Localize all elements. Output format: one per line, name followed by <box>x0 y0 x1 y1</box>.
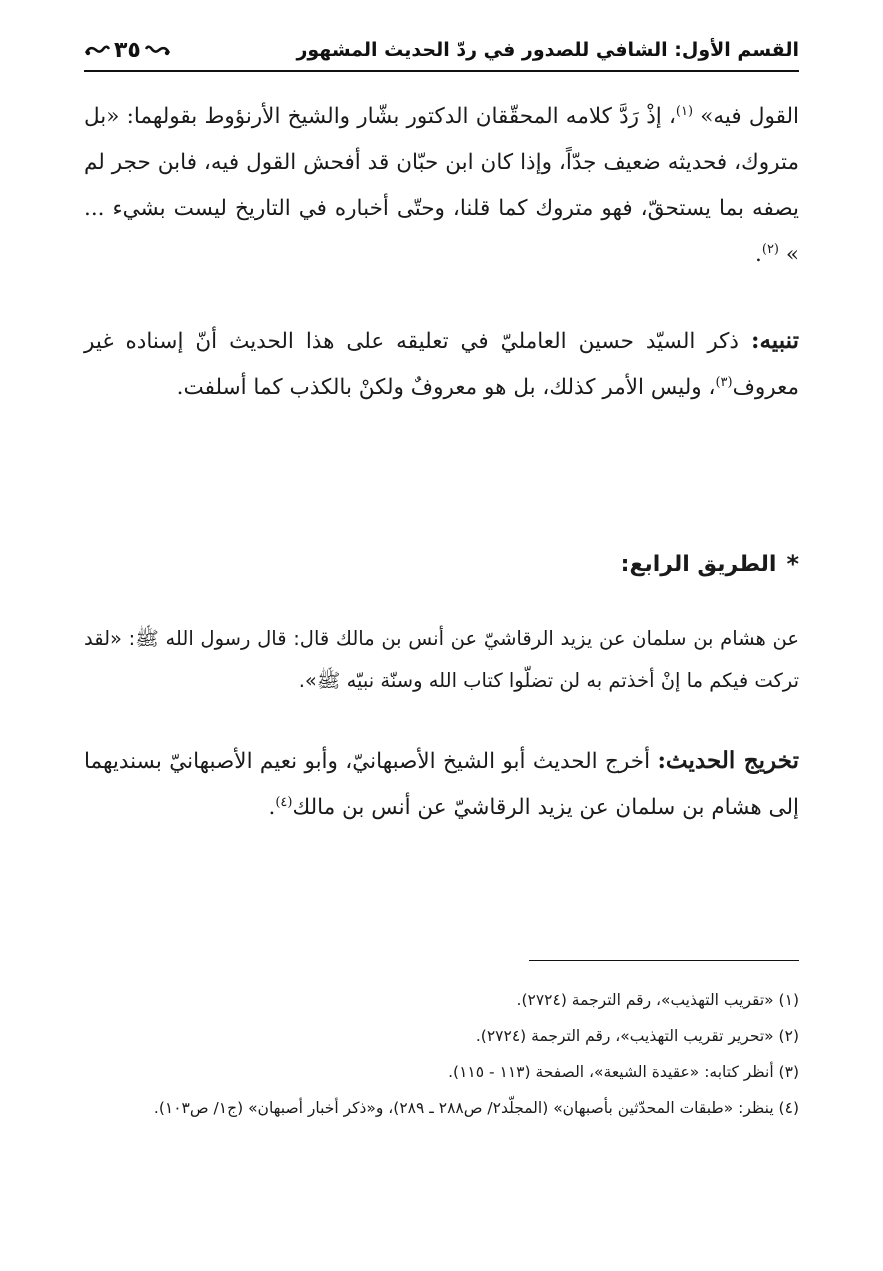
page-number: ٣٥ <box>114 37 141 63</box>
header-title: القسم الأول: الشافي للصدور في ردّ الحديث المشهور <box>296 39 799 61</box>
takhrij-text: أخرج الحديث أبو الشيخ الأصبهانيّ، وأبو نعيم الأصبهانيّ بسنديهما إلى هشام بن سلمان عن يزيد الرقاشيّ عن أنس بن مالك <box>84 749 799 820</box>
hadith-text: عن هشام بن سلمان عن يزيد الرقاشيّ عن أنس بن مالك قال: قال رسول الله ﷺ: «لقد تركت فيكم ما إنْ أخذتم به لن تضلّوا كتاب الله وسنّة نبيّه ﷺ». <box>84 627 799 692</box>
footnote-4: (٤) ينظر: «طبقات المحدّثين بأصبهان» (المجلّد٢/ ص٢٨٨ ـ ٢٨٩)، و«ذكر أخبار أصبهان» (ج١/ ص١٠٣). <box>153 1099 799 1117</box>
section-heading <box>621 550 799 578</box>
section-heading-text: الطريق الرابع: <box>620 551 777 577</box>
note-text-a: ذكر السيّد حسين العامليّ في تعليقه على هذا الحديث أنّ إسناده غير معروف <box>84 329 799 400</box>
note-text-b: ، وليس الأمر كذلك، بل هو معروفٌ ولكنْ بالكذب كما أسلفت. <box>176 375 716 400</box>
footnote-ref-4: (٤) <box>275 794 293 810</box>
paragraph-1-end: . <box>755 242 762 267</box>
paragraph-3-hadith <box>84 618 799 702</box>
footnote-ref-1: (١) <box>675 103 694 119</box>
takhrij-end: . <box>268 795 276 820</box>
running-header <box>84 30 799 72</box>
footnote-2: (٢) «تحرير تقريب التهذيب»، رقم الترجمة (٢٧٢٤). <box>475 1027 799 1045</box>
paragraph-4-takhrij <box>84 738 799 831</box>
paragraph-1 <box>84 94 799 278</box>
paragraph-2-note <box>84 318 799 411</box>
left-ornament-icon <box>84 43 110 57</box>
right-ornament-icon <box>145 43 171 57</box>
takhrij-label: تخريج الحديث: <box>657 747 799 774</box>
footnote-divider <box>529 960 799 961</box>
paragraph-1-continuation: ، إذْ رَدَّ كلامه المحقّقان الدكتور بشّار والشيخ الأرنؤوط بقولهما: <box>126 104 676 129</box>
footnote-3: (٣) أنظر كتابه: «عقيدة الشيعة»، الصفحة (١١٣ - ١١٥). <box>448 1063 799 1081</box>
footnote-ref-2: (٢) <box>761 241 779 257</box>
note-label: تنبيه: <box>750 327 799 354</box>
footnotes <box>84 982 799 1126</box>
page-number-group <box>84 38 171 63</box>
footnote-ref-3: (٣) <box>715 374 733 390</box>
footnote-1: (١) «تقريب التهذيب»، رقم الترجمة (٢٧٢٤). <box>516 991 799 1009</box>
paragraph-1-opening: القول فيه» <box>700 104 799 129</box>
paragraph-1-quote: «بل متروك، فحديثه ضعيف جدّاً، وإذا كان ابن حبّان قد أفحش القول فيه، فابن حجر لم يصفه بما يستحقّ، فهو متروك كما قلنا، وحتّى أخباره في التاريخ ليست بشيء ... » <box>84 104 799 267</box>
asterisk-icon: * <box>786 550 799 578</box>
